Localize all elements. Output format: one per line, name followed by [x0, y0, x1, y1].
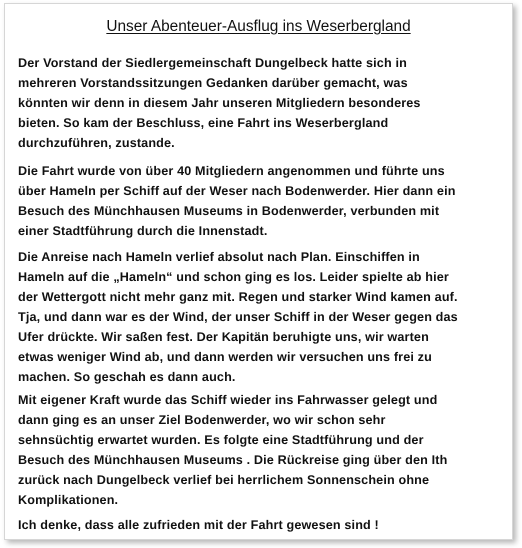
text-line: zurück nach Dungelbeck verlief bei herrlichem Sonnenschein ohne	[18, 473, 430, 487]
paragraph-4	[18, 390, 510, 510]
text-line: einer Stadtführung durch die Innenstadt.	[18, 224, 268, 238]
paragraph-2	[18, 161, 510, 241]
text-line: Der Vorstand der Siedlergemeinschaft Dungelbeck hatte sich in	[18, 56, 407, 70]
text-line: Die Fahrt wurde von über 40 Mitgliedern angenommen und führte uns	[18, 164, 445, 178]
document-title: Unser Abenteuer-Ausflug ins Weserbergland	[106, 18, 411, 35]
text-line: Ufer drückte. Wir saßen fest. Der Kapitän beruhigte uns, wir warten	[18, 330, 429, 344]
text-line: sehnsüchtig erwartet wurden. Es folgte eine Stadtführung und der	[18, 433, 424, 447]
text-line: könnten wir denn in diesem Jahr unseren Mitgliedern besonderes	[18, 96, 421, 110]
text-line: Ich denke, dass alle zufrieden mit der Fahrt gewesen sind !	[18, 518, 379, 532]
text-line: Besuch des Münchhausen Museums . Die Rückreise ging über den Ith	[18, 453, 448, 467]
text-line: Besuch des Münchhausen Museums in Bodenwerder, verbunden mit	[18, 204, 440, 218]
text-line: dann ging es an unser Ziel Bodenwerder, wo wir schon sehr	[18, 413, 386, 427]
text-line: Die Anreise nach Hameln verlief absolut nach Plan. Einschiffen in	[18, 250, 420, 264]
paragraph-3	[18, 247, 510, 387]
text-line: der Wettergott nicht mehr ganz mit. Regen und starker Wind kamen auf.	[18, 290, 458, 304]
document-page	[4, 3, 513, 540]
text-line: durchzuführen, zustande.	[18, 136, 175, 150]
text-line: etwas weniger Wind ab, und dann werden wir versuchen uns frei zu	[18, 350, 432, 364]
text-line: Mit eigener Kraft wurde das Schiff wieder ins Fahrwasser gelegt und	[18, 393, 438, 407]
text-line: Komplikationen.	[18, 493, 119, 507]
text-line: mehreren Vorstandssitzungen Gedanken darüber gemacht, was	[18, 76, 408, 90]
text-line: Hameln auf die „Hameln“ und schon ging es los. Leider spielte ab hier	[18, 270, 449, 284]
text-line: über Hameln per Schiff auf der Weser nach Bodenwerder. Hier dann ein	[18, 184, 456, 198]
text-line: machen. So geschah es dann auch.	[18, 370, 236, 384]
text-line: bieten. So kam der Beschluss, eine Fahrt ins Weserbergland	[18, 116, 389, 130]
paragraph-1	[18, 53, 510, 153]
text-line: Tja, und dann war es der Wind, der unser Schiff in der Weser gegen das	[18, 310, 458, 324]
paragraph-5	[18, 515, 510, 535]
